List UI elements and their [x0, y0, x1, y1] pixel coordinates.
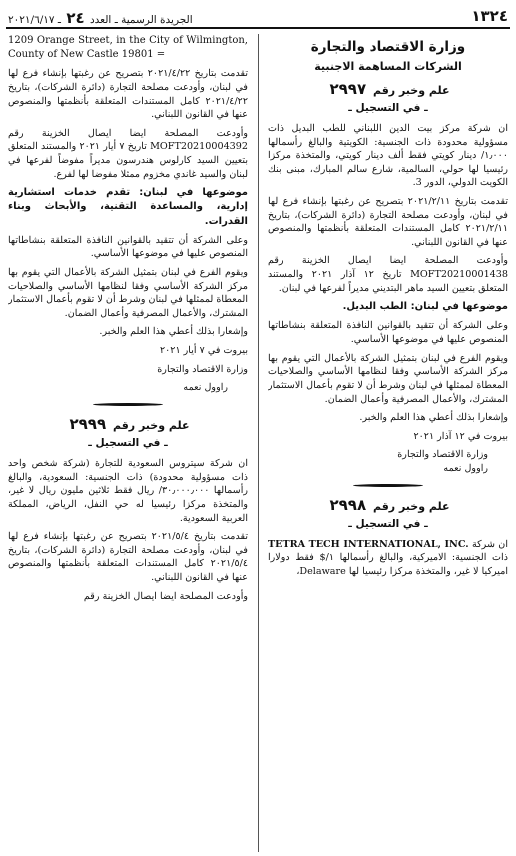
notice-2999-registration: ـ في التسجيل ـ — [88, 437, 168, 450]
notice-prefix: علم وخبر رقم — [372, 83, 450, 97]
notice-2997-title — [268, 79, 508, 100]
notice-2998-intro: ان شركة — [471, 538, 508, 550]
notice-number: ٢٩٩٧ — [329, 79, 367, 98]
notice-2998-title — [268, 495, 508, 516]
notice-2997-p1: ان شركة مركز بيت الدين اللبناني للطب البديل ذات مسؤولية محدودة ذات الجنسية: الكويتية والبالغ رأسمالها ١٫٠٠٠/ دينار كويتي فقط ألف دينار كويتي، والمتخذة مركزا رئيسيا لها حولي، السالمية، شارع سالم المبارك، مبنى بنك الكويت الدولي، الدور 3. — [268, 122, 508, 189]
notice-number: ٢٩٩٨ — [329, 495, 367, 514]
notice-2999-p1: ان شركة سيتروس السعودية للتجارة (شركة شخص واحد ذات مسؤولية محدودة) ذات الجنسية: السعودية، والبالغ رأسمالها ٣٠٫٠٠٠٫٠٠٠/ ريال فقط ثلاثين مليون ريال لا غير، والمتخذة مركزا رئيسيا له حي النفل، الرياض، المملكة العربية السعودية. — [8, 458, 248, 524]
header-rule — [6, 27, 510, 29]
ministry-heading: وزارة الاقتصاد والتجارة — [310, 39, 466, 55]
notice-2998-subject: موضوعها في لبنان: تقدم خدمات استشارية إدارية، والمساعدة التقنية، والأبحاث وبناء القدرات. — [8, 187, 248, 227]
notice-number: ٢٩٩٩ — [69, 414, 107, 433]
issue-number: ٢٤ — [66, 9, 85, 27]
notice-2997-sig-ministry: وزارة الاقتصاد والتجارة — [397, 449, 488, 461]
left-column — [8, 34, 248, 856]
notice-2997-p6: وإشعارا بذلك أعطي هذا العلم والخبر. — [359, 412, 508, 424]
notice-2998-details: ذات الجنسية: الاميركية، والبالغ رأسمالها ١/$ فقط دولارا اميركيا لا غير، والمتخذة مركزا رئيسيا لها Delaware، — [268, 552, 508, 577]
notice-2998-p6: وإشعارا بذلك أعطي هذا العلم والخبر. — [99, 326, 248, 338]
notice-prefix: علم وخبر رقم — [112, 418, 190, 432]
right-column — [268, 34, 508, 856]
issue-date: ـ ٢٠٢١/٦/١٧ — [8, 14, 61, 26]
section-divider-ornament — [353, 484, 423, 487]
notice-2998-p5: ويقوم الفرع في لبنان بتمثيل الشركة بالأعمال التي يقوم بها مركز الشركة الأساسي وفقا لنظامها الأساسي والصلاحيات المعطاة لممثلها في لبنان وشرط أن لا تقوم بأعمال الاستثمار المشترك، والأعمال المصرفية وأعمال الضمان. — [8, 267, 248, 319]
notice-2997-subject: موضوعها في لبنان: الطب البديل. — [342, 301, 508, 313]
notice-2997-p4: وعلى الشركة أن تتقيد بالقوانين النافذة المتعلقة بنشاطاتها المنصوص عليها في موضوعها الأساسي. — [268, 320, 508, 346]
company-address: 1209 Orange Street, in the City of Wilmington, County of New Castle 19801 = — [8, 35, 248, 61]
notice-2999-p3: وأودعت المصلحة ايضا ايصال الخزينة رقم — [83, 590, 248, 602]
page-number: ١٣٢٤ — [471, 7, 508, 25]
notice-2998-registration: ـ في التسجيل ـ — [348, 517, 428, 530]
notice-2997-p3: وأودعت المصلحة ايضا ايصال الخزينة رقم MOFT20210001438 تاريخ ١٢ آذار ٢٠٢١ والمستند المتعلق بتعيين السيد ماهر البتديني مديراً لفرعها في لبنان. — [268, 255, 508, 294]
notice-2998-p1 — [268, 538, 508, 579]
section-heading: الشركات المساهمة الاجنبية — [314, 60, 462, 74]
notice-2998-p2: تقدمت بتاريخ ٢٠٢١/٤/٢٢ بتصريح عن رغبتها بإنشاء فرع لها في لبنان، وأودعت مصلحة التجارة (دائرة الشركات)، بتاريخ ٢٠٢١/٤/٢٢ كامل المستندات المتعلقة بأنظمتها والمنصوص عنها في القانون اللبناني. — [8, 68, 248, 121]
notice-2998-p3: وأودعت المصلحة ايضا ايصال الخزينة رقم MOFT20210004392 تاريخ ٧ أيار ٢٠٢١ والمستند المتعلق بتعيين السيد كارلوس هندرسون مديراً مفوضاً لفرعها في لبنان والسيد غاندي مخزوم ممثلا مفوضا لها لفرع. — [8, 127, 248, 180]
notice-2997-sig-name: راوول نعمه — [443, 462, 488, 474]
notice-2998-p4: وعلى الشركة أن تتقيد بالقوانين النافذة المتعلقة بنشاطاتها المنصوص عليها في موضوعها الأساسي. — [8, 234, 248, 260]
column-divider — [258, 34, 259, 852]
notice-2997-p2: تقدمت بتاريخ ٢٠٢١/٢/١١ بتصريح عن رغبتها بإنشاء فرع لها في لبنان، وأودعت مصلحة التجارة (دائرة الشركات)، بتاريخ ٢٠٢١/٢/١١ كامل المستندات المتعلقة بأنظمتها والمنصوص عنها في القانون اللبناني. — [268, 196, 508, 248]
notice-2999-p2: تقدمت بتاريخ ٢٠٢١/٥/٤ بتصريح عن رغبتها بإنشاء فرع لها في لبنان، وأودعت مصلحة التجارة (دائرة الشركات)، بتاريخ ٢٠٢١/٥/٤ كامل المستندات المتعلقة بأنظمتها والمنصوص عنها في القانون اللبناني. — [8, 531, 248, 583]
section-divider-ornament — [93, 403, 163, 406]
notice-2997-p5: ويقوم الفرع في لبنان بتمثيل الشركة بالأعمال التي يقوم بها مركز الشركة الأساسي وفقا لنظامها الأساسي والصلاحيات المعطاة لممثلها في لبنان وشرط أن لا تقوم بأعمال الاستثمار المشترك، والأعمال المصرفية وأعمال الضمان. — [268, 352, 508, 405]
notice-2999-title — [8, 414, 248, 435]
company-name: TETRA TECH INTERNATIONAL, INC. — [268, 538, 469, 550]
page-header — [6, 6, 510, 26]
notice-prefix: علم وخبر رقم — [372, 499, 450, 513]
notice-2997-registration: ـ في التسجيل ـ — [348, 102, 428, 115]
notice-2998-sig-name: راوول نعمه — [183, 382, 228, 394]
notice-2997-place-date: بيروت في ١٢ آذار ٢٠٢١ — [413, 430, 508, 442]
notice-2998-place-date: بيروت في ٧ أيار ٢٠٢١ — [160, 345, 248, 357]
gazette-name: الجريدة الرسمية ـ العدد — [89, 14, 193, 26]
notice-2998-sig-ministry: وزارة الاقتصاد والتجارة — [157, 363, 248, 375]
